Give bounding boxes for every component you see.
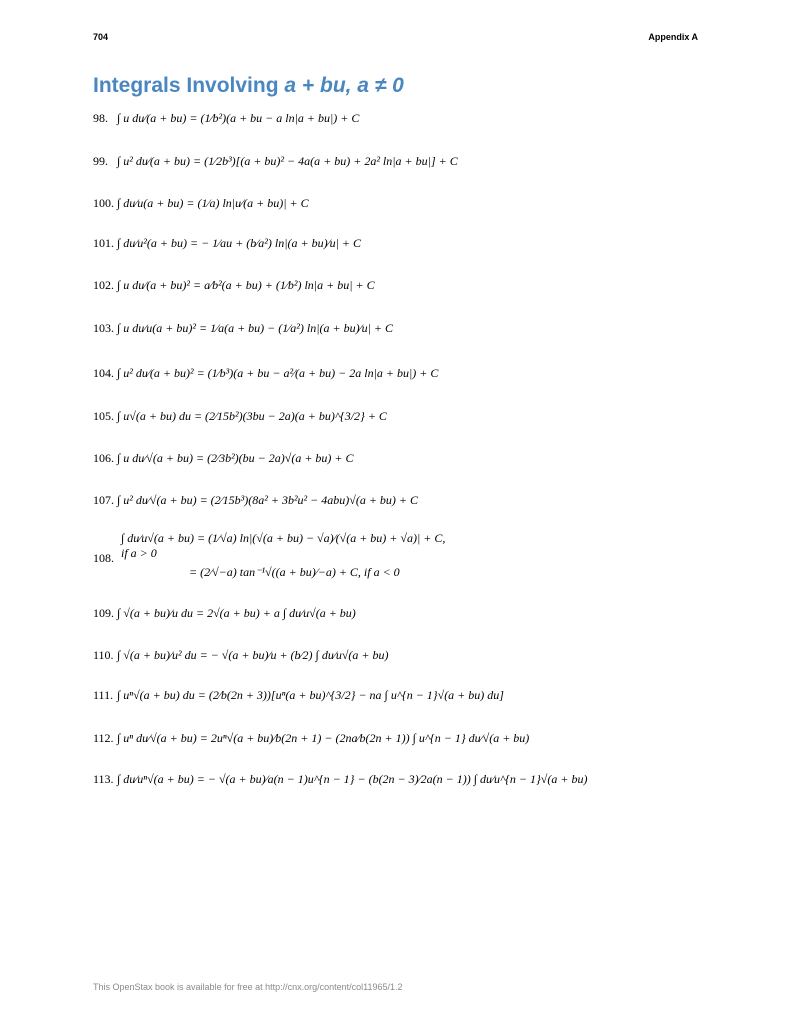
formula-expression: ∫ √(a + bu)⁄u du = 2√(a + bu) + a ∫ du⁄u√(a + bu) xyxy=(117,606,356,620)
formula-number: 99. xyxy=(93,154,108,168)
formula-number: 112. xyxy=(93,731,114,745)
formula-111 xyxy=(93,688,504,703)
formula-108 xyxy=(93,527,453,591)
formula-103 xyxy=(93,321,393,336)
formula-99 xyxy=(93,154,458,169)
formula-number: 98. xyxy=(93,111,108,125)
formula-105 xyxy=(93,409,387,424)
section-title-math: a + bu, a ≠ 0 xyxy=(284,74,404,97)
formula-number: 109. xyxy=(93,606,114,620)
formula-expression: ∫ √(a + bu)⁄u² du = − √(a + bu)⁄u + (b⁄2) ∫ du⁄u√(a + bu) xyxy=(117,648,389,662)
formula-expression: ∫ u² du⁄√(a + bu) = (2⁄15b³)(8a² + 3b²u² − 4abu)√(a + bu) + C xyxy=(117,493,419,507)
formula-106 xyxy=(93,451,354,466)
formula-expression: ∫ u² du⁄(a + bu)² = (1⁄b³)(a + bu − a²⁄(a + bu) − 2a ln|a + bu|) + C xyxy=(117,366,439,380)
formula-109 xyxy=(93,606,356,621)
formula-expression: ∫ u² du⁄(a + bu) = (1⁄2b³)[(a + bu)² − 4a(a + bu) + 2a² ln|a + bu|] + C xyxy=(117,154,458,168)
formula-100 xyxy=(93,196,309,211)
formula-number: 107. xyxy=(93,493,114,507)
formula-98 xyxy=(93,111,359,126)
formula-107 xyxy=(93,493,418,508)
formula-number: 110. xyxy=(93,648,114,662)
formula-113 xyxy=(93,772,587,787)
formula-number: 100. xyxy=(93,196,114,210)
formula-number: 101. xyxy=(93,236,114,250)
formula-expression: ∫ du⁄u(a + bu) = (1⁄a) ln|u⁄(a + bu)| + C xyxy=(117,196,309,210)
formula-number: 106. xyxy=(93,451,114,465)
formula-number: 105. xyxy=(93,409,114,423)
formula-expression: ∫ du⁄uⁿ√(a + bu) = − √(a + bu)⁄a(n − 1)u^{n − 1} − (b(2n − 3)⁄2a(n − 1)) ∫ du⁄u^{n − 1}√(a + bu) xyxy=(117,772,588,786)
formula-expression: ∫ uⁿ du⁄√(a + bu) = 2uⁿ√(a + bu)⁄b(2n + 1) − (2na⁄b(2n + 1)) ∫ u^{n − 1} du⁄√(a + bu) xyxy=(117,731,530,745)
running-head: Appendix A xyxy=(648,32,698,42)
formula-expression: ∫ uⁿ√(a + bu) du = (2⁄b(2n + 3))[uⁿ(a + bu)^{3/2} − na ∫ u^{n − 1}√(a + bu) du] xyxy=(117,688,504,702)
formula-104 xyxy=(93,366,438,381)
formula-101 xyxy=(93,236,361,251)
formula-number: 103. xyxy=(93,321,114,335)
formula-112 xyxy=(93,731,529,746)
formula-number: 113. xyxy=(93,772,114,786)
formula-expression: ∫ u√(a + bu) du = (2⁄15b²)(3bu − 2a)(a + bu)^{3/2} + C xyxy=(117,409,387,423)
formula-line-2: = (2⁄√−a) tan⁻¹√((a + bu)⁄−a) + C, if a < 0 xyxy=(189,565,400,579)
formula-number: 102. xyxy=(93,278,114,292)
footer-note: This OpenStax book is available for free at http://cnx.org/content/col11965/1.2 xyxy=(93,982,403,992)
formula-expression: ∫ u du⁄(a + bu) = (1⁄b²)(a + bu − a ln|a + bu|) + C xyxy=(117,111,360,125)
section-title xyxy=(93,74,404,98)
formula-number: 108. xyxy=(93,551,114,565)
formula-number: 111. xyxy=(93,688,114,702)
formula-expression: ∫ u du⁄√(a + bu) = (2⁄3b²)(bu − 2a)√(a + bu) + C xyxy=(117,451,354,465)
formula-line-1: ∫ du⁄u√(a + bu) = (1⁄√a) ln|(√(a + bu) − √a)⁄(√(a + bu) + √a)| + C, if a > 0 xyxy=(121,531,446,560)
formula-number: 104. xyxy=(93,366,114,380)
formula-expression: ∫ u du⁄(a + bu)² = a⁄b²(a + bu) + (1⁄b²) ln|a + bu| + C xyxy=(117,278,375,292)
page-number: 704 xyxy=(93,32,109,42)
formula-expression: ∫ u du⁄u(a + bu)² = 1⁄a(a + bu) − (1⁄a²) ln|(a + bu)⁄u| + C xyxy=(117,321,393,335)
section-title-prefix: Integrals Involving xyxy=(93,74,285,97)
formula-expression: ∫ du⁄u²(a + bu) = − 1⁄au + (b⁄a²) ln|(a + bu)⁄u| + C xyxy=(117,236,361,250)
formula-102 xyxy=(93,278,375,293)
formula-110 xyxy=(93,648,389,663)
